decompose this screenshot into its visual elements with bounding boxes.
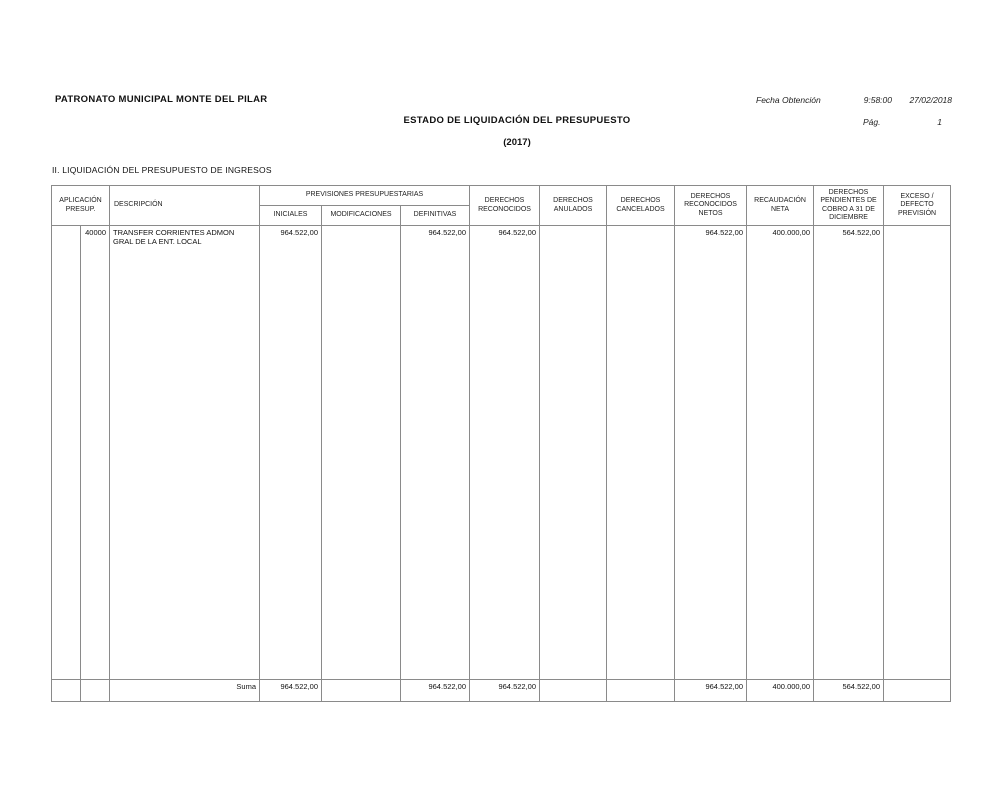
suma-derechos-reconocidos-netos: 964.522,00	[675, 680, 747, 702]
col-header-derechos-anulados: DERECHOS ANULADOS	[540, 186, 607, 226]
cell-derechos-reconocidos: 964.522,00	[470, 226, 540, 680]
table-row	[52, 226, 951, 680]
col-header-aplicacion-presup: APLICACIÓN PRESUP.	[52, 186, 110, 226]
col-header-derechos-reconocidos: DERECHOS RECONOCIDOS	[470, 186, 540, 226]
descripcion-line-1: TRANSFER CORRIENTES ADMON	[113, 228, 235, 237]
cell-recaudacion-neta: 400.000,00	[747, 226, 814, 680]
cell-derechos-pendientes-cobro: 564.522,00	[814, 226, 884, 680]
col-header-modificaciones: MODIFICACIONES	[322, 206, 401, 226]
report-title: ESTADO DE LIQUIDACIÓN DEL PRESUPUESTO	[403, 115, 631, 126]
col-header-recaudacion-neta: RECAUDACIÓN NETA	[747, 186, 814, 226]
suma-derechos-pendientes-cobro: 564.522,00	[814, 680, 884, 702]
suma-row	[52, 680, 951, 702]
cell-aplicacion-presup: 40000	[81, 226, 110, 680]
suma-derechos-anulados	[540, 680, 607, 702]
budget-liquidation-table	[51, 185, 951, 702]
suma-derechos-reconocidos: 964.522,00	[470, 680, 540, 702]
col-header-derechos-reconocidos-netos: DERECHOS RECONOCIDOS NETOS	[675, 186, 747, 226]
descripcion-line-2: GRAL DE LA ENT. LOCAL	[113, 237, 202, 247]
cell-iniciales: 964.522,00	[260, 226, 322, 680]
fecha-obtencion-label: Fecha Obtención	[756, 95, 821, 105]
col-header-exceso-defecto-prevision: EXCESO / DEFECTO PREVISIÓN	[884, 186, 951, 226]
page-number-label: Pág.	[863, 117, 881, 127]
suma-definitivas: 964.522,00	[401, 680, 470, 702]
suma-cell-aplicacion	[81, 680, 110, 702]
col-header-previsiones-presupuestarias: PREVISIONES PRESUPUESTARIAS	[260, 186, 470, 206]
report-year: (2017)	[503, 137, 531, 148]
fecha-obtencion-time: 9:58:00	[863, 95, 892, 105]
suma-derechos-cancelados	[607, 680, 675, 702]
page-number-value: 1	[937, 117, 942, 127]
suma-label: Suma	[110, 680, 260, 702]
cell-derechos-cancelados	[607, 226, 675, 680]
col-header-descripcion: DESCRIPCIÓN	[110, 186, 260, 226]
cell-derechos-reconocidos-netos: 964.522,00	[675, 226, 747, 680]
suma-exceso-defecto	[884, 680, 951, 702]
suma-iniciales: 964.522,00	[260, 680, 322, 702]
col-header-definitivas: DEFINITIVAS	[401, 206, 470, 226]
suma-modificaciones	[322, 680, 401, 702]
section-title: II. LIQUIDACIÓN DEL PRESUPUESTO DE INGRESOS	[52, 165, 272, 175]
col-header-iniciales: INICIALES	[260, 206, 322, 226]
entity-name: PATRONATO MUNICIPAL MONTE DEL PILAR	[55, 94, 268, 105]
cell-descripcion	[110, 226, 260, 680]
fecha-obtencion-date: 27/02/2018	[909, 95, 952, 105]
table-header-row-1	[52, 186, 951, 206]
cell-derechos-anulados	[540, 226, 607, 680]
suma-cell-grupo	[52, 680, 81, 702]
col-header-derechos-cancelados: DERECHOS CANCELADOS	[607, 186, 675, 226]
cell-grupo	[52, 226, 81, 680]
cell-definitivas: 964.522,00	[401, 226, 470, 680]
cell-exceso-defecto	[884, 226, 951, 680]
col-header-derechos-pendientes-cobro: DERECHOS PENDIENTES DE COBRO A 31 DE DICIEMBRE	[814, 186, 884, 226]
cell-modificaciones	[322, 226, 401, 680]
suma-recaudacion-neta: 400.000,00	[747, 680, 814, 702]
